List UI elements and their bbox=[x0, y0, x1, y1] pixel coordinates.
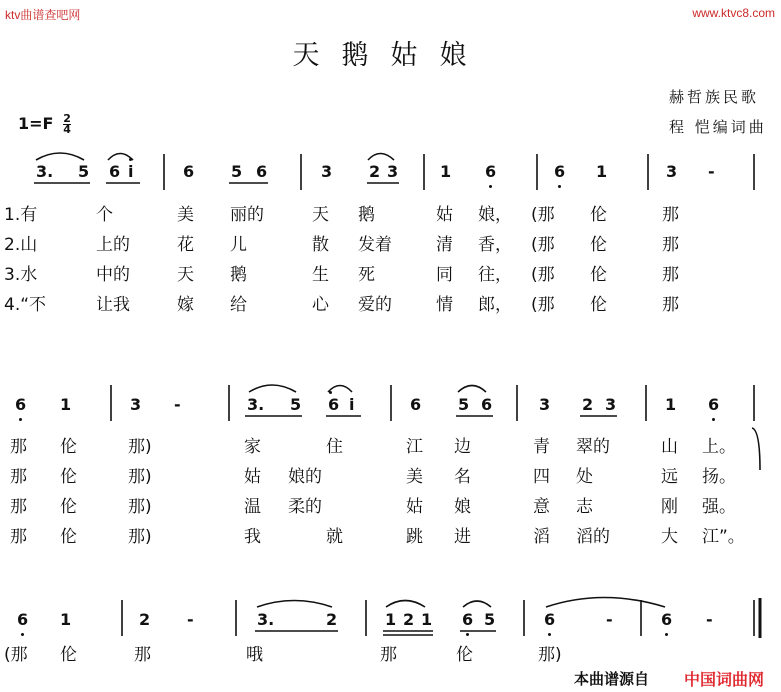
lyric: 那) bbox=[128, 497, 152, 517]
lyric: 娘， bbox=[478, 205, 512, 225]
note: 6 bbox=[109, 162, 121, 181]
note: 5 bbox=[484, 610, 496, 629]
note: - bbox=[706, 610, 713, 629]
lyric: 姑 bbox=[244, 467, 261, 487]
note: 2 bbox=[139, 610, 151, 629]
key-label: 1=F bbox=[18, 114, 54, 133]
lyric: 郎， bbox=[478, 295, 512, 315]
lyric: 丽的 bbox=[230, 205, 264, 225]
lyric: 同 bbox=[436, 265, 453, 285]
lyric: 进 bbox=[454, 527, 471, 547]
note: 1 bbox=[421, 610, 433, 629]
lyric: 散 bbox=[312, 235, 329, 255]
lyric: 娘的 bbox=[288, 467, 322, 487]
watermark-left: ktv曲谱查吧网 bbox=[5, 8, 81, 22]
note: 6 bbox=[256, 162, 268, 181]
lyric: 刚 bbox=[661, 497, 678, 517]
note: 3. bbox=[36, 162, 54, 181]
lyric: 往， bbox=[478, 265, 512, 285]
lyric: 那 bbox=[662, 265, 679, 285]
note: 1 bbox=[665, 395, 677, 414]
lyric: 香， bbox=[478, 235, 512, 255]
lyric: 给 bbox=[230, 295, 247, 315]
note: 6 bbox=[544, 610, 556, 629]
lyric: 扬。 bbox=[702, 467, 736, 487]
note: 6 bbox=[328, 395, 340, 414]
lyric: 娘 bbox=[454, 497, 471, 517]
note: 6 bbox=[708, 395, 720, 414]
lyric: 1.有 bbox=[4, 205, 38, 225]
lyric: 那 bbox=[10, 497, 27, 517]
lyric: 伦 bbox=[590, 295, 607, 315]
lyric: 死 bbox=[358, 265, 375, 285]
lyric: 花 bbox=[177, 235, 194, 255]
lyric: 儿 bbox=[230, 235, 247, 255]
lyric: 上的 bbox=[96, 235, 130, 255]
lyric: 发着 bbox=[358, 235, 392, 255]
lyric: 生 bbox=[312, 265, 329, 285]
note: 2 bbox=[403, 610, 415, 629]
lyric: 天 bbox=[312, 205, 329, 225]
lyric: 伦 bbox=[60, 437, 77, 457]
credit-origin: 赫哲族民歌 bbox=[669, 88, 760, 106]
lyric: 四 bbox=[533, 467, 550, 487]
lyric: 天 bbox=[177, 265, 194, 285]
lyric: 那) bbox=[128, 467, 152, 487]
note: 2 bbox=[326, 610, 338, 629]
lyric: 姑 bbox=[406, 497, 423, 517]
lyric: (那 bbox=[531, 235, 555, 255]
time-bottom: 4 bbox=[63, 123, 71, 136]
lyric: 鹅 bbox=[230, 265, 247, 285]
lyric: 中的 bbox=[96, 265, 130, 285]
lyric: 3.水 bbox=[4, 265, 38, 285]
lyric: 2.山 bbox=[4, 235, 38, 255]
lyric: 青 bbox=[533, 437, 550, 457]
lyric: 哦 bbox=[246, 645, 263, 665]
lyric: 伦 bbox=[60, 467, 77, 487]
lyric: 就 bbox=[326, 527, 343, 547]
lyric: 江”。 bbox=[702, 527, 745, 547]
credit-composer: 程 恺编词曲 bbox=[669, 118, 767, 136]
lyric: 4.“不 bbox=[4, 295, 47, 315]
lyric: 柔的 bbox=[288, 497, 322, 517]
lyric: 意 bbox=[533, 497, 550, 517]
lyric: 美 bbox=[177, 205, 194, 225]
source-site: 中国词曲网 bbox=[684, 670, 765, 689]
note: 6 bbox=[183, 162, 195, 181]
note: 3 bbox=[321, 162, 333, 181]
lyric: 那 bbox=[134, 645, 151, 665]
note: 3 bbox=[605, 395, 617, 414]
lyric: 心 bbox=[312, 295, 329, 315]
lyric: 名 bbox=[454, 467, 471, 487]
lyric: 那) bbox=[128, 437, 152, 457]
note: 6 bbox=[462, 610, 474, 629]
note: 6 bbox=[554, 162, 566, 181]
lyric: 让我 bbox=[96, 295, 130, 315]
note: 1 bbox=[596, 162, 608, 181]
lyric: 住 bbox=[326, 437, 343, 457]
note: 6 bbox=[15, 395, 27, 414]
lyric: 那 bbox=[380, 645, 397, 665]
lyric: 远 bbox=[661, 467, 678, 487]
note: 5 bbox=[458, 395, 470, 414]
lyric: 温 bbox=[244, 497, 261, 517]
lyric: 那 bbox=[662, 205, 679, 225]
note: 1 bbox=[60, 395, 72, 414]
note: 3 bbox=[130, 395, 142, 414]
note: 3 bbox=[387, 162, 399, 181]
lyric: (那 bbox=[531, 265, 555, 285]
watermark-right: www.ktvc8.com bbox=[692, 6, 775, 20]
lyric: 大 bbox=[661, 527, 678, 547]
note: 2 bbox=[369, 162, 381, 181]
note: 1 bbox=[385, 610, 397, 629]
note: 2 bbox=[582, 395, 594, 414]
note: 6 bbox=[481, 395, 493, 414]
lyric: 伦 bbox=[60, 497, 77, 517]
note: 5 bbox=[290, 395, 302, 414]
lyric: 边 bbox=[454, 437, 471, 457]
lyric: 伦 bbox=[60, 645, 77, 665]
lyric: 那 bbox=[10, 437, 27, 457]
lyric: 伦 bbox=[590, 205, 607, 225]
lyric: 清 bbox=[436, 235, 453, 255]
note: 5 bbox=[231, 162, 243, 181]
note: 3. bbox=[257, 610, 275, 629]
note: 6 bbox=[485, 162, 497, 181]
song-title: 天鹅姑娘 bbox=[292, 40, 489, 71]
note: - bbox=[187, 610, 194, 629]
lyric: 个 bbox=[96, 205, 113, 225]
lyric: (那 bbox=[531, 205, 555, 225]
note: 3 bbox=[539, 395, 551, 414]
lyric: 那 bbox=[662, 235, 679, 255]
note: 6 bbox=[661, 610, 673, 629]
note: i bbox=[128, 162, 134, 181]
lyric: 我 bbox=[244, 527, 261, 547]
lyric: 伦 bbox=[590, 265, 607, 285]
lyric: 那 bbox=[10, 527, 27, 547]
note: 1 bbox=[440, 162, 452, 181]
lyric: 那) bbox=[128, 527, 152, 547]
lyric: 嫁 bbox=[177, 295, 194, 315]
note: i bbox=[349, 395, 355, 414]
lyric: (那 bbox=[531, 295, 555, 315]
lyric: 滔 bbox=[533, 527, 550, 547]
lyric: 鹅 bbox=[358, 205, 375, 225]
lyric: 情 bbox=[436, 295, 453, 315]
lyric: 那 bbox=[10, 467, 27, 487]
note: - bbox=[174, 395, 181, 414]
lyric: 伦 bbox=[590, 235, 607, 255]
lyric: 强。 bbox=[702, 497, 736, 517]
lyric: 姑 bbox=[436, 205, 453, 225]
lyric: (那 bbox=[4, 645, 28, 665]
note: 5 bbox=[78, 162, 90, 181]
time-top: 2 bbox=[63, 112, 71, 125]
lyric: 美 bbox=[406, 467, 423, 487]
lyric: 滔的 bbox=[576, 527, 610, 547]
lyric: 江 bbox=[406, 437, 423, 457]
note: 1 bbox=[60, 610, 72, 629]
lyric: 伦 bbox=[60, 527, 77, 547]
lyric: 那) bbox=[538, 645, 562, 665]
note: 6 bbox=[17, 610, 29, 629]
note: 6 bbox=[410, 395, 422, 414]
lyric: 那 bbox=[662, 295, 679, 315]
lyric: 家 bbox=[244, 437, 261, 457]
lyric: 志 bbox=[576, 497, 593, 517]
lyric: 伦 bbox=[456, 645, 473, 665]
note: 3. bbox=[247, 395, 265, 414]
lyric: 爱的 bbox=[358, 295, 392, 315]
lyric: 山 bbox=[661, 437, 678, 457]
lyric: 翠的 bbox=[576, 437, 610, 457]
lyric: 处 bbox=[576, 467, 593, 487]
note: - bbox=[708, 162, 715, 181]
lyric: 跳 bbox=[406, 527, 423, 547]
note: - bbox=[606, 610, 613, 629]
note: 3 bbox=[666, 162, 678, 181]
source-label: 本曲谱源自 bbox=[574, 670, 650, 688]
lyric: 上。 bbox=[702, 437, 736, 457]
